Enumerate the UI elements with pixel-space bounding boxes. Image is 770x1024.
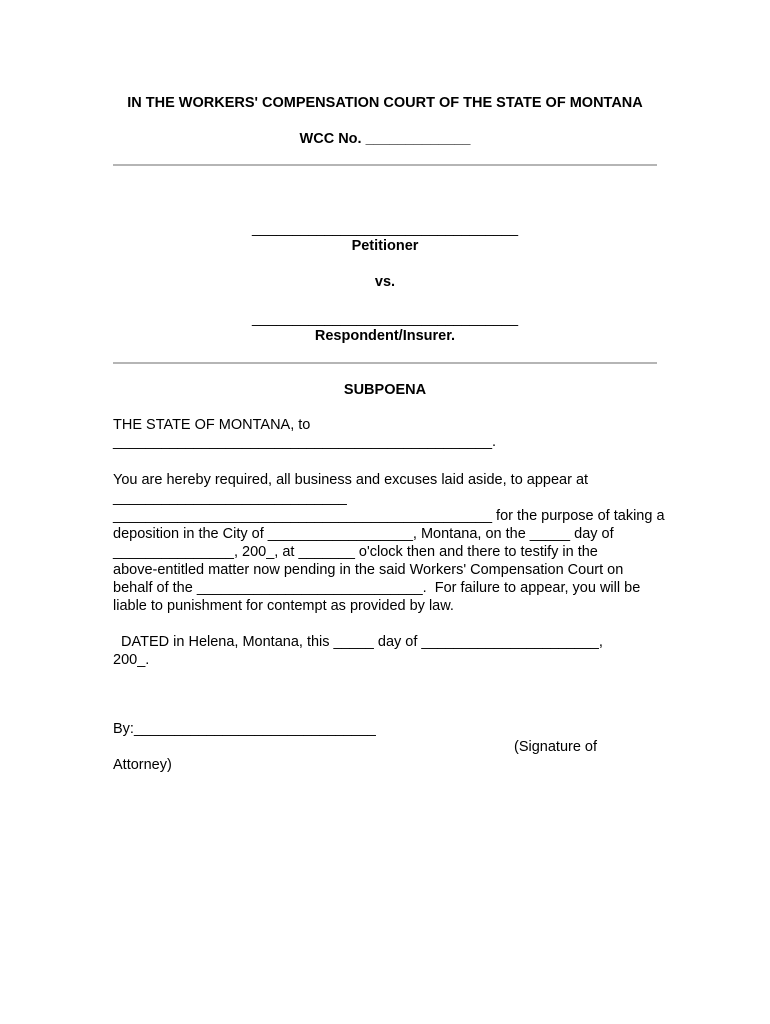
body-line: You are hereby required, all business and excuses laid aside, to appear at <box>113 472 589 488</box>
body-line: liable to punishment for contempt as provided by law. <box>113 598 454 614</box>
state-line: THE STATE OF MONTANA, to <box>113 417 311 433</box>
signature-caption: (Signature of <box>514 739 598 755</box>
versus-label: vs. <box>374 274 396 290</box>
wcc-number: WCC No. _____________ <box>299 131 471 147</box>
body-line: above-entitled matter now pending in the said Workers' Compensation Court on <box>113 562 624 578</box>
dated-line: DATED in Helena, Montana, this _____ day of ______________________, <box>113 634 603 650</box>
body-line: _______________, 200_, at _______ o'clock then and there to testify in the <box>113 544 598 560</box>
dated-year: 200_. <box>113 652 150 668</box>
court-title: IN THE WORKERS' COMPENSATION COURT OF THE STATE OF MONTANA <box>127 95 643 111</box>
signature-by-line: By:______________________________ <box>113 721 376 737</box>
body-line: behalf of the ____________________________. For failure to appear, you will be <box>113 580 641 596</box>
respondent-blank: _________________________________ <box>251 311 519 327</box>
petitioner-blank: _________________________________ <box>251 221 519 237</box>
petitioner-label: Petitioner <box>351 238 419 254</box>
body-line: _______________________________________________ for the purpose of taking a <box>113 508 665 524</box>
state-recipient-blank: _______________________________________________. <box>113 434 497 450</box>
respondent-label: Respondent/Insurer. <box>314 328 456 344</box>
document-title: SUBPOENA <box>343 382 427 398</box>
header-divider <box>113 164 657 166</box>
signature-caption-continued: Attorney) <box>113 757 172 773</box>
caption-divider <box>113 362 657 364</box>
body-line: deposition in the City of __________________, Montana, on the _____ day of <box>113 526 614 542</box>
body-line: _____________________________ <box>113 490 347 506</box>
